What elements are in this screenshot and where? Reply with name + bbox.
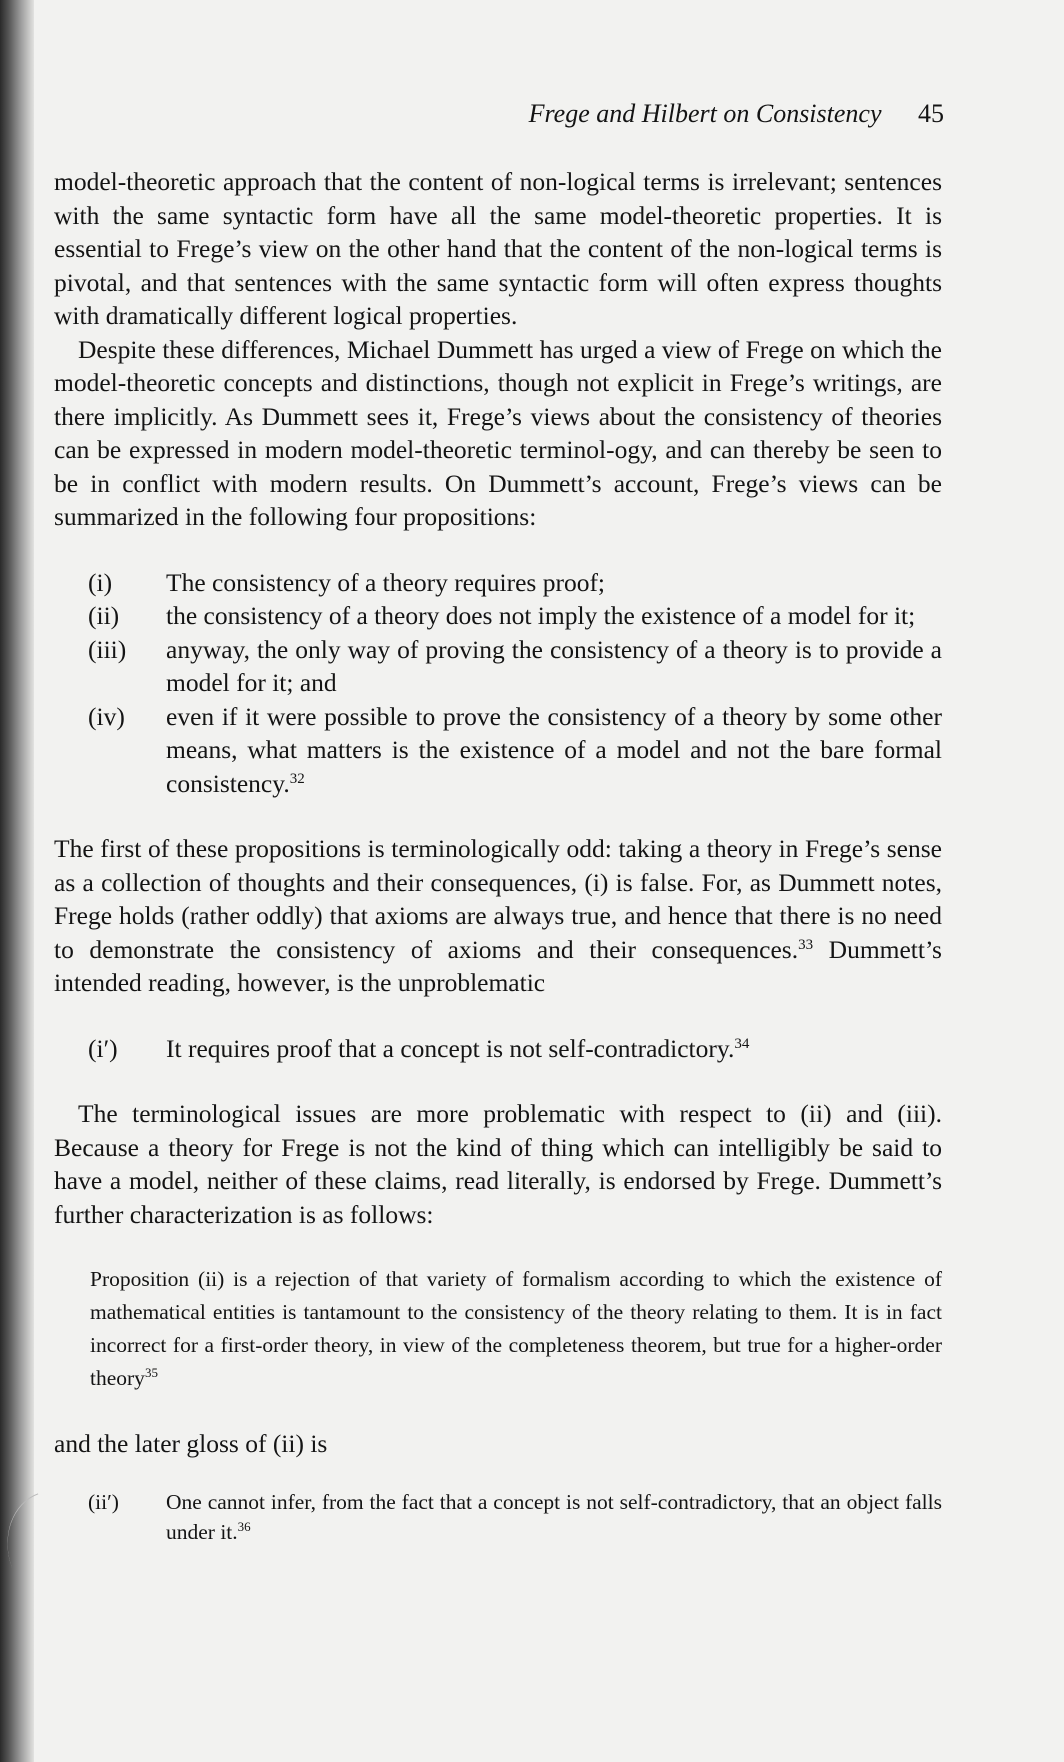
- running-head-title: Frege and Hilbert on Consistency: [528, 99, 882, 128]
- footnote-ref[interactable]: 35: [144, 1365, 158, 1380]
- running-head: [529, 98, 944, 130]
- proposition-text: It requires proof that a concept is not self-contradictory.$^{34}$: [166, 1033, 750, 1063]
- proposition-number: (iv): [88, 701, 125, 731]
- page-number: 45: [918, 99, 944, 128]
- paragraph-2: Despite these differences, Michael Dummett has urged a view of Frege on which the model-theoretic concepts and distinctions, though not explicit in Frege’s writings, are there implicitly. As Dummett sees it, Frege’s views about the consistency of theories can be expressed in modern model-theoretic terminol-ogy, and can thereby be seen to be in conflict with modern results. On Dummett’s account, Frege’s views can be summarized in the following four propositions:: [54, 334, 942, 531]
- proposition-number: (ii′): [88, 1489, 119, 1514]
- paragraph-3: The first of these propositions is terminologically odd: taking a theory in Frege’s sense as a collection of thoughts and their consequences, (i) is false. For, as Dummett notes, Frege holds (rather oddly) that axioms are always true, and hence that there is no need to demonstrate the consistency of axioms and their consequences.$^{33}$ Dummett’s intended reading, however, is the unproblematic: [54, 834, 942, 997]
- proposition-text: The consistency of a theory requires proof;: [166, 567, 606, 597]
- proposition-i-prime: [54, 1032, 942, 1066]
- proposition-item: [54, 633, 942, 700]
- proposition-number: (ii): [88, 601, 120, 630]
- proposition-number: (i): [88, 567, 113, 597]
- proposition-text: even if it were possible to prove the consistency of a theory by some other means, what matters is the existence of a model and not the bare formal consistency.$^{32}$: [166, 701, 942, 798]
- blockquote: Proposition (ii) is a rejection of that variety of formalism according to which the existence of mathematical entities is tantamount to the consistency of the theory relating to them. It is in fact incorrect for a first-order theory, in view of the completeness theorem, but true for a higher-order theory$^{35}$: [90, 1267, 942, 1390]
- proposition-number: (iii): [88, 634, 127, 664]
- footnote-ref[interactable]: 33: [798, 936, 814, 953]
- footnote-ref[interactable]: 32: [289, 770, 305, 787]
- proposition-text: the consistency of a theory does not imply the existence of a model for it;: [166, 601, 916, 630]
- proposition-item: [54, 700, 942, 801]
- propositions-list: [54, 566, 942, 801]
- paragraph-5: and the later gloss of (ii) is: [54, 1429, 328, 1458]
- paragraph-4: The terminological issues are more problematic with respect to (ii) and (iii). Because a theory for Frege is not the kind of thing which can intelligibly be said to have a model, neither of these claims, read literally, is endorsed by Frege. Dummett’s further characterization is as follows:: [54, 1099, 942, 1229]
- proposition-item: [54, 599, 942, 633]
- paragraph-1: model-theoretic approach that the content of non-logical terms is irrelevant; sentences with the same syntactic form have all the same model-theoretic properties. It is essential to Frege’s view on the other hand that the content of the non-logical terms is pivotal, and that sentences with the same syntactic form will often express thoughts with dramatically different logical properties.: [54, 167, 942, 330]
- page-body: [54, 165, 942, 1547]
- proposition-number: (i′): [88, 1033, 118, 1063]
- proposition-ii-prime: [54, 1487, 942, 1547]
- proposition-item: [54, 566, 942, 600]
- footnote-ref[interactable]: 34: [734, 1035, 750, 1052]
- proposition-text: One cannot infer, from the fact that a concept is not self-contradictory, that an object falls under it.$^{36}$: [166, 1489, 942, 1544]
- footnote-ref[interactable]: 36: [237, 1518, 251, 1534]
- proposition-text: anyway, the only way of proving the consistency of a theory is to provide a model for it; and: [166, 634, 942, 697]
